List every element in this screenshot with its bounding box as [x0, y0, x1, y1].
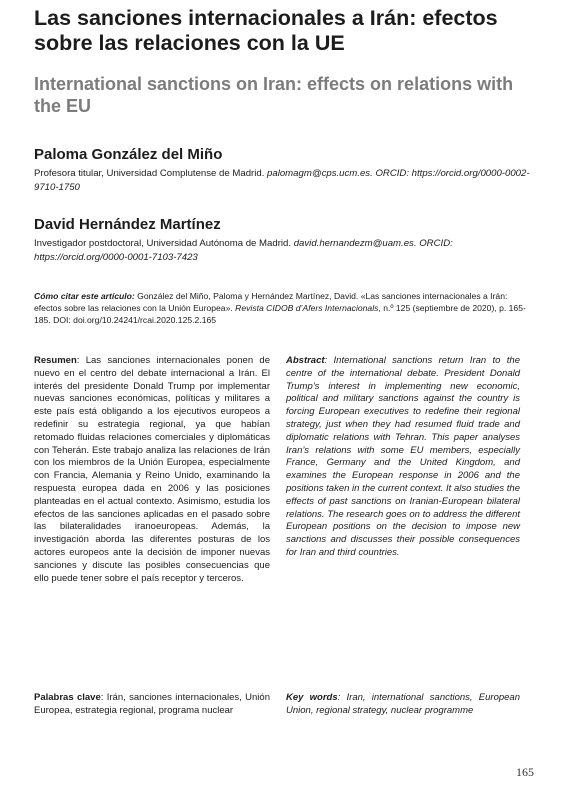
- page-number: 165: [516, 765, 534, 779]
- author-email: palomagm@cps.ucm.es.: [267, 168, 373, 179]
- author-email: david.hernandezm@uam.es.: [293, 238, 417, 249]
- keywords-english-label: Key words: [286, 692, 338, 703]
- abstract-english: [286, 355, 520, 560]
- affiliation-text: Investigador postdoctoral, Universidad Autónoma de Madrid.: [34, 238, 292, 249]
- keywords-spanish-label: Palabras clave: [34, 692, 101, 703]
- citation-journal: Revista CIDOB d’Afers Internacionals: [235, 302, 379, 313]
- abstract-english-label: Abstract: [286, 355, 325, 366]
- author-orcid: ORCID: https://orcid.org/0000-0002-9710-1750: [34, 168, 530, 193]
- author-orcid: ORCID: https://orcid.org/0000-0001-7103-7423: [34, 238, 453, 263]
- keywords-spanish: [34, 692, 270, 718]
- author-name: David Hernández Martínez: [34, 216, 221, 233]
- article-title-spanish: Las sanciones internacionales a Irán: efectos sobre las relaciones con la UE: [34, 6, 498, 55]
- citation-block: [34, 291, 534, 326]
- abstract-english-text: : International sanctions return Iran to the centre of the international debate. President Donald Trump’s interest in implementing new economic, political and military sanctions against the country is forcing European executives to redefine their regional strategy, just when they had resumed fluid trade and diplomatic relations with Tehran. This paper analyses Iran’s relations with some EU members, especially France, Germany and the United Kingdom, and examines the European response in 2006 and the positions taken in the current context. It also studies the effects of past sanctions on Iranian-European bilateral relations. The research goes on to address the different European positions on the decision to impose new sanctions and discusses their possible consequences for Iran and third countries.: [286, 355, 520, 558]
- citation-details: , n.º 125 (septiembre de 2020), p. 165-185. DOI: doi.org/10.24241/rcai.2020.125.2.165: [34, 302, 526, 325]
- author-affiliation: [34, 167, 534, 194]
- author-affiliation: [34, 237, 534, 264]
- keywords-english-text: : Iran, international sanctions, European Union, regional strategy, nuclear programme: [286, 692, 520, 716]
- abstract-spanish-label: Resumen: [34, 355, 77, 366]
- keywords-spanish-text: : Irán, sanciones internacionales, Unión Europea, estrategia regional, programa nuclear: [34, 692, 270, 716]
- author-name: Paloma González del Miño: [34, 146, 223, 163]
- keywords-english: [286, 692, 520, 718]
- citation-label: Cómo citar este artículo:: [34, 291, 135, 301]
- author-block: [34, 146, 534, 194]
- abstract-spanish-text: : Las sanciones internacionales ponen de nuevo en el centro del debate internacional a Irán. El interés del presidente Donald Trump por implementar nuevas sanciones económicas, políticas y militares a este país está obligando a los ejecutivos europeos a redefinir su estrategia regional, ya que habían retomado fluidas relaciones comerciales y diplomáticas con Teherán. Este trabajo analiza las relaciones de Irán con los miembros de la Unión Europea, especialmente con Francia, Alemania y Reino Unido, examinando la respuesta europea dada en 2006 y las posiciones planteadas en el actual contexto. Asimismo, estudia los efectos de las sanciones aplicadas en el pasado sobre las bilateralidades iranoeuropeas. Además, la investigación aborda las diferentes posturas de los actores europeos ante la decisión de imponer nuevas sanciones y discute las posibles consecuencias que ello puede tener sobre el país receptor y terceros.: [34, 355, 270, 584]
- affiliation-text: Profesora titular, Universidad Complutense de Madrid.: [34, 168, 265, 179]
- abstract-spanish: [34, 355, 270, 585]
- article-title-english: International sanctions on Iran: effects on relations with the EU: [34, 74, 514, 116]
- author-block: [34, 216, 534, 264]
- citation-text: González del Miño, Paloma y Hernández Martínez, David. «Las sanciones internacionales a Irán: efectos sobre las relaciones con la Unión Europea».: [34, 291, 508, 313]
